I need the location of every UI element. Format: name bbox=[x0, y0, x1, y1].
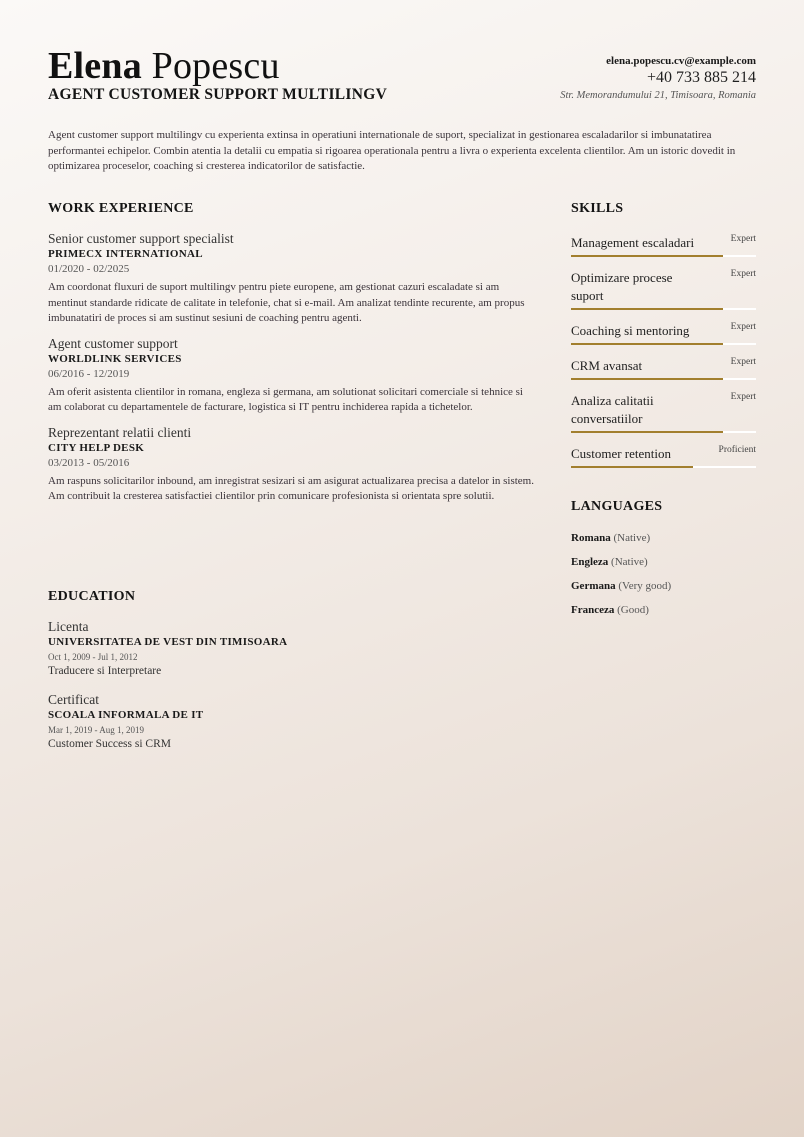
skill-item bbox=[571, 443, 756, 468]
education-heading: EDUCATION bbox=[48, 589, 136, 604]
language-level: (Native) bbox=[611, 556, 648, 568]
job-description: Am coordonat fluxuri de suport multilingv pentru piete europene, am gestionat cazuri escaladate si am mentinut standarde ridicate de calitate in telefonie, chat si e-mail. Am analizat tendinte recurente, am propus imbunatatiri de proces si am sustinut sesiuni de coaching pentru agenti. bbox=[48, 281, 525, 324]
skills-list bbox=[571, 232, 756, 468]
skill-progress-bar bbox=[571, 255, 756, 257]
language-name: Romana bbox=[571, 532, 611, 544]
skill-progress-bar bbox=[571, 466, 756, 468]
job-dates: 03/2013 - 05/2016 bbox=[48, 456, 130, 469]
skill-progress-fill bbox=[571, 466, 693, 468]
skill-item bbox=[571, 390, 756, 433]
skill-level: Expert bbox=[730, 392, 756, 402]
education-section bbox=[48, 588, 538, 752]
email-link[interactable]: elena.popescu.cv@example.com bbox=[606, 55, 756, 67]
last-name: Popescu bbox=[151, 45, 280, 87]
language-item bbox=[571, 550, 756, 574]
job-role-title: AGENT CUSTOMER SUPPORT MULTILINGV bbox=[48, 86, 388, 103]
job-title: Agent customer support bbox=[48, 335, 178, 351]
phone-number: +40 733 885 214 bbox=[646, 69, 756, 86]
skill-name: Optimizare procese suport bbox=[571, 270, 673, 303]
right-column bbox=[571, 200, 756, 622]
job-company: WORLDLINK SERVICES bbox=[48, 352, 182, 365]
language-level: (Very good) bbox=[618, 580, 672, 592]
left-column bbox=[48, 200, 538, 750]
job-title: Senior customer support specialist bbox=[48, 231, 234, 246]
skill-level: Expert bbox=[730, 234, 756, 244]
language-level: (Native) bbox=[613, 532, 651, 544]
edu-degree: Licenta bbox=[48, 619, 89, 634]
language-name: Engleza bbox=[571, 556, 609, 568]
edu-dates: Mar 1, 2019 - Aug 1, 2019 bbox=[48, 725, 144, 735]
skill-item bbox=[571, 232, 756, 257]
education-entry bbox=[48, 619, 538, 679]
job-company: PRIMECX INTERNATIONAL bbox=[48, 248, 203, 260]
job-entry bbox=[48, 336, 538, 416]
skill-progress-fill bbox=[571, 343, 723, 345]
language-item bbox=[571, 574, 756, 598]
skill-level: Expert bbox=[730, 322, 756, 332]
languages-list bbox=[571, 526, 756, 622]
skill-name: CRM avansat bbox=[571, 358, 643, 373]
skill-progress-bar bbox=[571, 431, 756, 433]
job-description: Am raspuns solicitarilor inbound, am inregistrat sesizari si am asigurat actualizarea precisa a datelor in sistem. Am contribuit la cresterea satisfactiei clientilor prin comunicare profesionista si orientata spre solutii. bbox=[48, 474, 534, 502]
skill-progress-bar bbox=[571, 308, 756, 310]
edu-field: Customer Success si CRM bbox=[48, 738, 171, 750]
job-entry bbox=[48, 425, 538, 505]
edu-degree: Certificat bbox=[48, 692, 99, 707]
skill-level: Expert bbox=[730, 269, 756, 279]
skill-level: Expert bbox=[730, 357, 756, 367]
resume-header bbox=[48, 46, 756, 116]
address: Str. Memorandumului 21, Timisoara, Romania bbox=[560, 90, 756, 101]
job-title: Reprezentant relatii clienti bbox=[48, 424, 192, 440]
skill-progress-fill bbox=[571, 431, 723, 433]
edu-field: Traducere si Interpretare bbox=[48, 665, 162, 677]
language-item bbox=[571, 598, 756, 622]
languages-heading: LANGUAGES bbox=[571, 499, 663, 514]
job-dates: 01/2020 - 02/2025 bbox=[48, 263, 130, 275]
skill-name: Management escaladari bbox=[571, 235, 695, 250]
skill-name: Coaching si mentoring bbox=[571, 323, 690, 338]
language-name: Franceza bbox=[571, 604, 615, 616]
skill-item bbox=[571, 320, 756, 345]
job-dates: 06/2016 - 12/2019 bbox=[48, 367, 130, 380]
edu-school: SCOALA INFORMALA DE IT bbox=[48, 709, 204, 721]
education-entry bbox=[48, 692, 538, 752]
language-level: (Good) bbox=[617, 604, 649, 616]
skills-heading: SKILLS bbox=[571, 201, 624, 216]
edu-dates: Oct 1, 2009 - Jul 1, 2012 bbox=[48, 652, 138, 662]
edu-school: UNIVERSITATEA DE VEST DIN TIMISOARA bbox=[48, 636, 288, 648]
first-name: Elena bbox=[48, 45, 142, 87]
skill-progress-bar bbox=[571, 343, 756, 345]
work-experience-heading: WORK EXPERIENCE bbox=[48, 201, 194, 216]
skill-level: Proficient bbox=[718, 445, 756, 455]
job-company: CITY HELP DESK bbox=[48, 441, 145, 454]
contact-block bbox=[560, 54, 756, 104]
language-name: Germana bbox=[571, 580, 616, 592]
job-description: Am oferit asistenta clientilor in romana, engleza si germana, am solutionat solicitari comerciale si tehnice si am colaborat cu departamentele de facturare, logistica si IT pentru inchiderea rapida a tichetelor. bbox=[48, 385, 523, 413]
skill-name: Analiza calitatii conversatiilor bbox=[571, 393, 654, 426]
languages-section bbox=[571, 498, 756, 622]
skill-progress-fill bbox=[571, 255, 723, 257]
language-item bbox=[571, 526, 756, 550]
skill-name: Customer retention bbox=[571, 446, 672, 461]
skill-progress-fill bbox=[571, 378, 723, 380]
skill-item bbox=[571, 267, 756, 310]
skill-progress-fill bbox=[571, 308, 723, 310]
skill-progress-bar bbox=[571, 378, 756, 380]
skill-item bbox=[571, 355, 756, 380]
profile-summary: Agent customer support multilingv cu experienta extinsa in operatiuni internationale de suport, specializat in gestionarea escaladarilor si imbunatatirea performantei echipelor. Combin atentia la detalii cu empatia si rigoarea operationala pentru a livra o experienta excelenta clientilor. Am un istoric dovedit in optimizarea proceselor, coaching si cresterea indicatorilor de satisfactie. bbox=[48, 129, 736, 172]
job-entry bbox=[48, 231, 538, 327]
